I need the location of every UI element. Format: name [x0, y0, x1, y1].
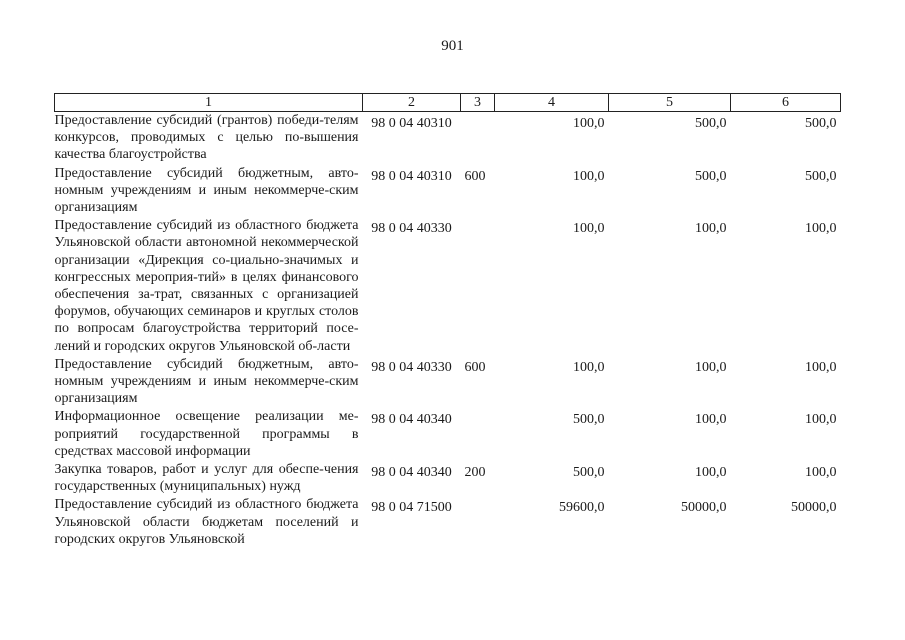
table-row	[55, 461, 841, 496]
table-body	[55, 112, 841, 550]
row-value-col6-cell: 100,0	[805, 221, 837, 237]
row-value-col6-cell: 100,0	[805, 359, 837, 375]
row-value-col6-cell: 500,0	[805, 168, 837, 184]
header-col-5: 5	[609, 94, 731, 112]
budget-table	[54, 93, 841, 549]
row-name-cell: Предоставление субсидий бюджетным, авто-номным учреждениям и иным некоммерче-ским организациям	[54, 356, 359, 407]
row-name-cell: Предоставление субсидий бюджетным, авто-номным учреждениям и иным некоммерче-ским организациям	[54, 165, 359, 216]
header-col-2: 2	[363, 94, 461, 112]
row-code-cell: 98 0 04 40330	[371, 221, 452, 237]
row-expense-type-cell	[461, 408, 495, 461]
table-row	[55, 112, 841, 165]
row-expense-type-cell	[461, 217, 495, 356]
table-row	[55, 217, 841, 356]
table-row	[55, 165, 841, 218]
row-code-cell: 98 0 04 71500	[371, 500, 452, 516]
header-col-1: 1	[55, 94, 363, 112]
row-expense-type-cell: 600	[464, 168, 486, 184]
row-value-col5-cell: 50000,0	[681, 500, 727, 516]
row-code-cell: 98 0 04 40310	[371, 116, 452, 131]
row-code-cell: 98 0 04 40340	[371, 465, 452, 481]
row-code-cell: 98 0 04 40330	[371, 359, 452, 375]
row-code-cell: 98 0 04 40310	[371, 168, 452, 184]
row-name-cell: Предоставление субсидий (грантов) победи-телям конкурсов, проводимых с целью по-вышения качества благоустройства	[54, 113, 359, 163]
row-value-col5-cell: 100,0	[695, 221, 727, 237]
row-value-col4-cell: 59600,0	[559, 500, 605, 516]
row-code-cell: 98 0 04 40340	[371, 412, 452, 428]
row-value-col6-cell: 500,0	[805, 116, 837, 131]
table-row	[55, 408, 841, 461]
row-name-cell: Закупка товаров, работ и услуг для обеспе-чения государственных (муниципальных) нужд	[54, 462, 359, 495]
row-value-col5-cell: 100,0	[695, 412, 727, 428]
row-value-col4-cell: 100,0	[573, 168, 605, 184]
row-expense-type-cell	[461, 112, 495, 165]
row-value-col5-cell: 500,0	[695, 116, 727, 131]
header-col-6: 6	[731, 94, 841, 112]
table-row	[55, 496, 841, 549]
table-header-row	[55, 94, 841, 112]
row-value-col6-cell: 50000,0	[791, 500, 837, 516]
row-value-col5-cell: 500,0	[695, 168, 727, 184]
row-value-col5-cell: 100,0	[695, 465, 727, 481]
row-name-cell: Предоставление субсидий из областного бюджета Ульяновской области автономной некоммерческой организации «Дирекция со-циально-значимых и конгрессных мероприя-тий» в целях финансового обеспечения за-трат, связанных с организацией форумов, обучающих семинаров и круглых столов по вопросам благоустройства территорий посе-лений и городских округов Ульяновской об-ласти	[54, 218, 359, 354]
header-col-4: 4	[495, 94, 609, 112]
row-expense-type-cell: 200	[464, 465, 486, 481]
table-row	[55, 356, 841, 409]
row-value-col6-cell: 100,0	[805, 465, 837, 481]
row-value-col4-cell: 100,0	[573, 221, 605, 237]
row-value-col4-cell: 500,0	[573, 465, 605, 481]
row-value-col6-cell: 100,0	[805, 412, 837, 428]
header-col-3: 3	[461, 94, 495, 112]
row-expense-type-cell	[461, 496, 495, 549]
row-name-cell: Предоставление субсидий из областного бюджета Ульяновской области бюджетам поселений и городских округов Ульяновской	[54, 497, 359, 547]
row-value-col4-cell: 100,0	[573, 116, 605, 131]
row-value-col4-cell: 500,0	[573, 412, 605, 428]
row-value-col4-cell: 100,0	[573, 359, 605, 375]
page-number: 901	[441, 38, 464, 54]
row-value-col5-cell: 100,0	[695, 359, 727, 375]
row-name-cell: Информационное освещение реализации ме-роприятий государственной программы в средствах массовой информации	[54, 409, 359, 459]
row-expense-type-cell: 600	[464, 359, 486, 375]
